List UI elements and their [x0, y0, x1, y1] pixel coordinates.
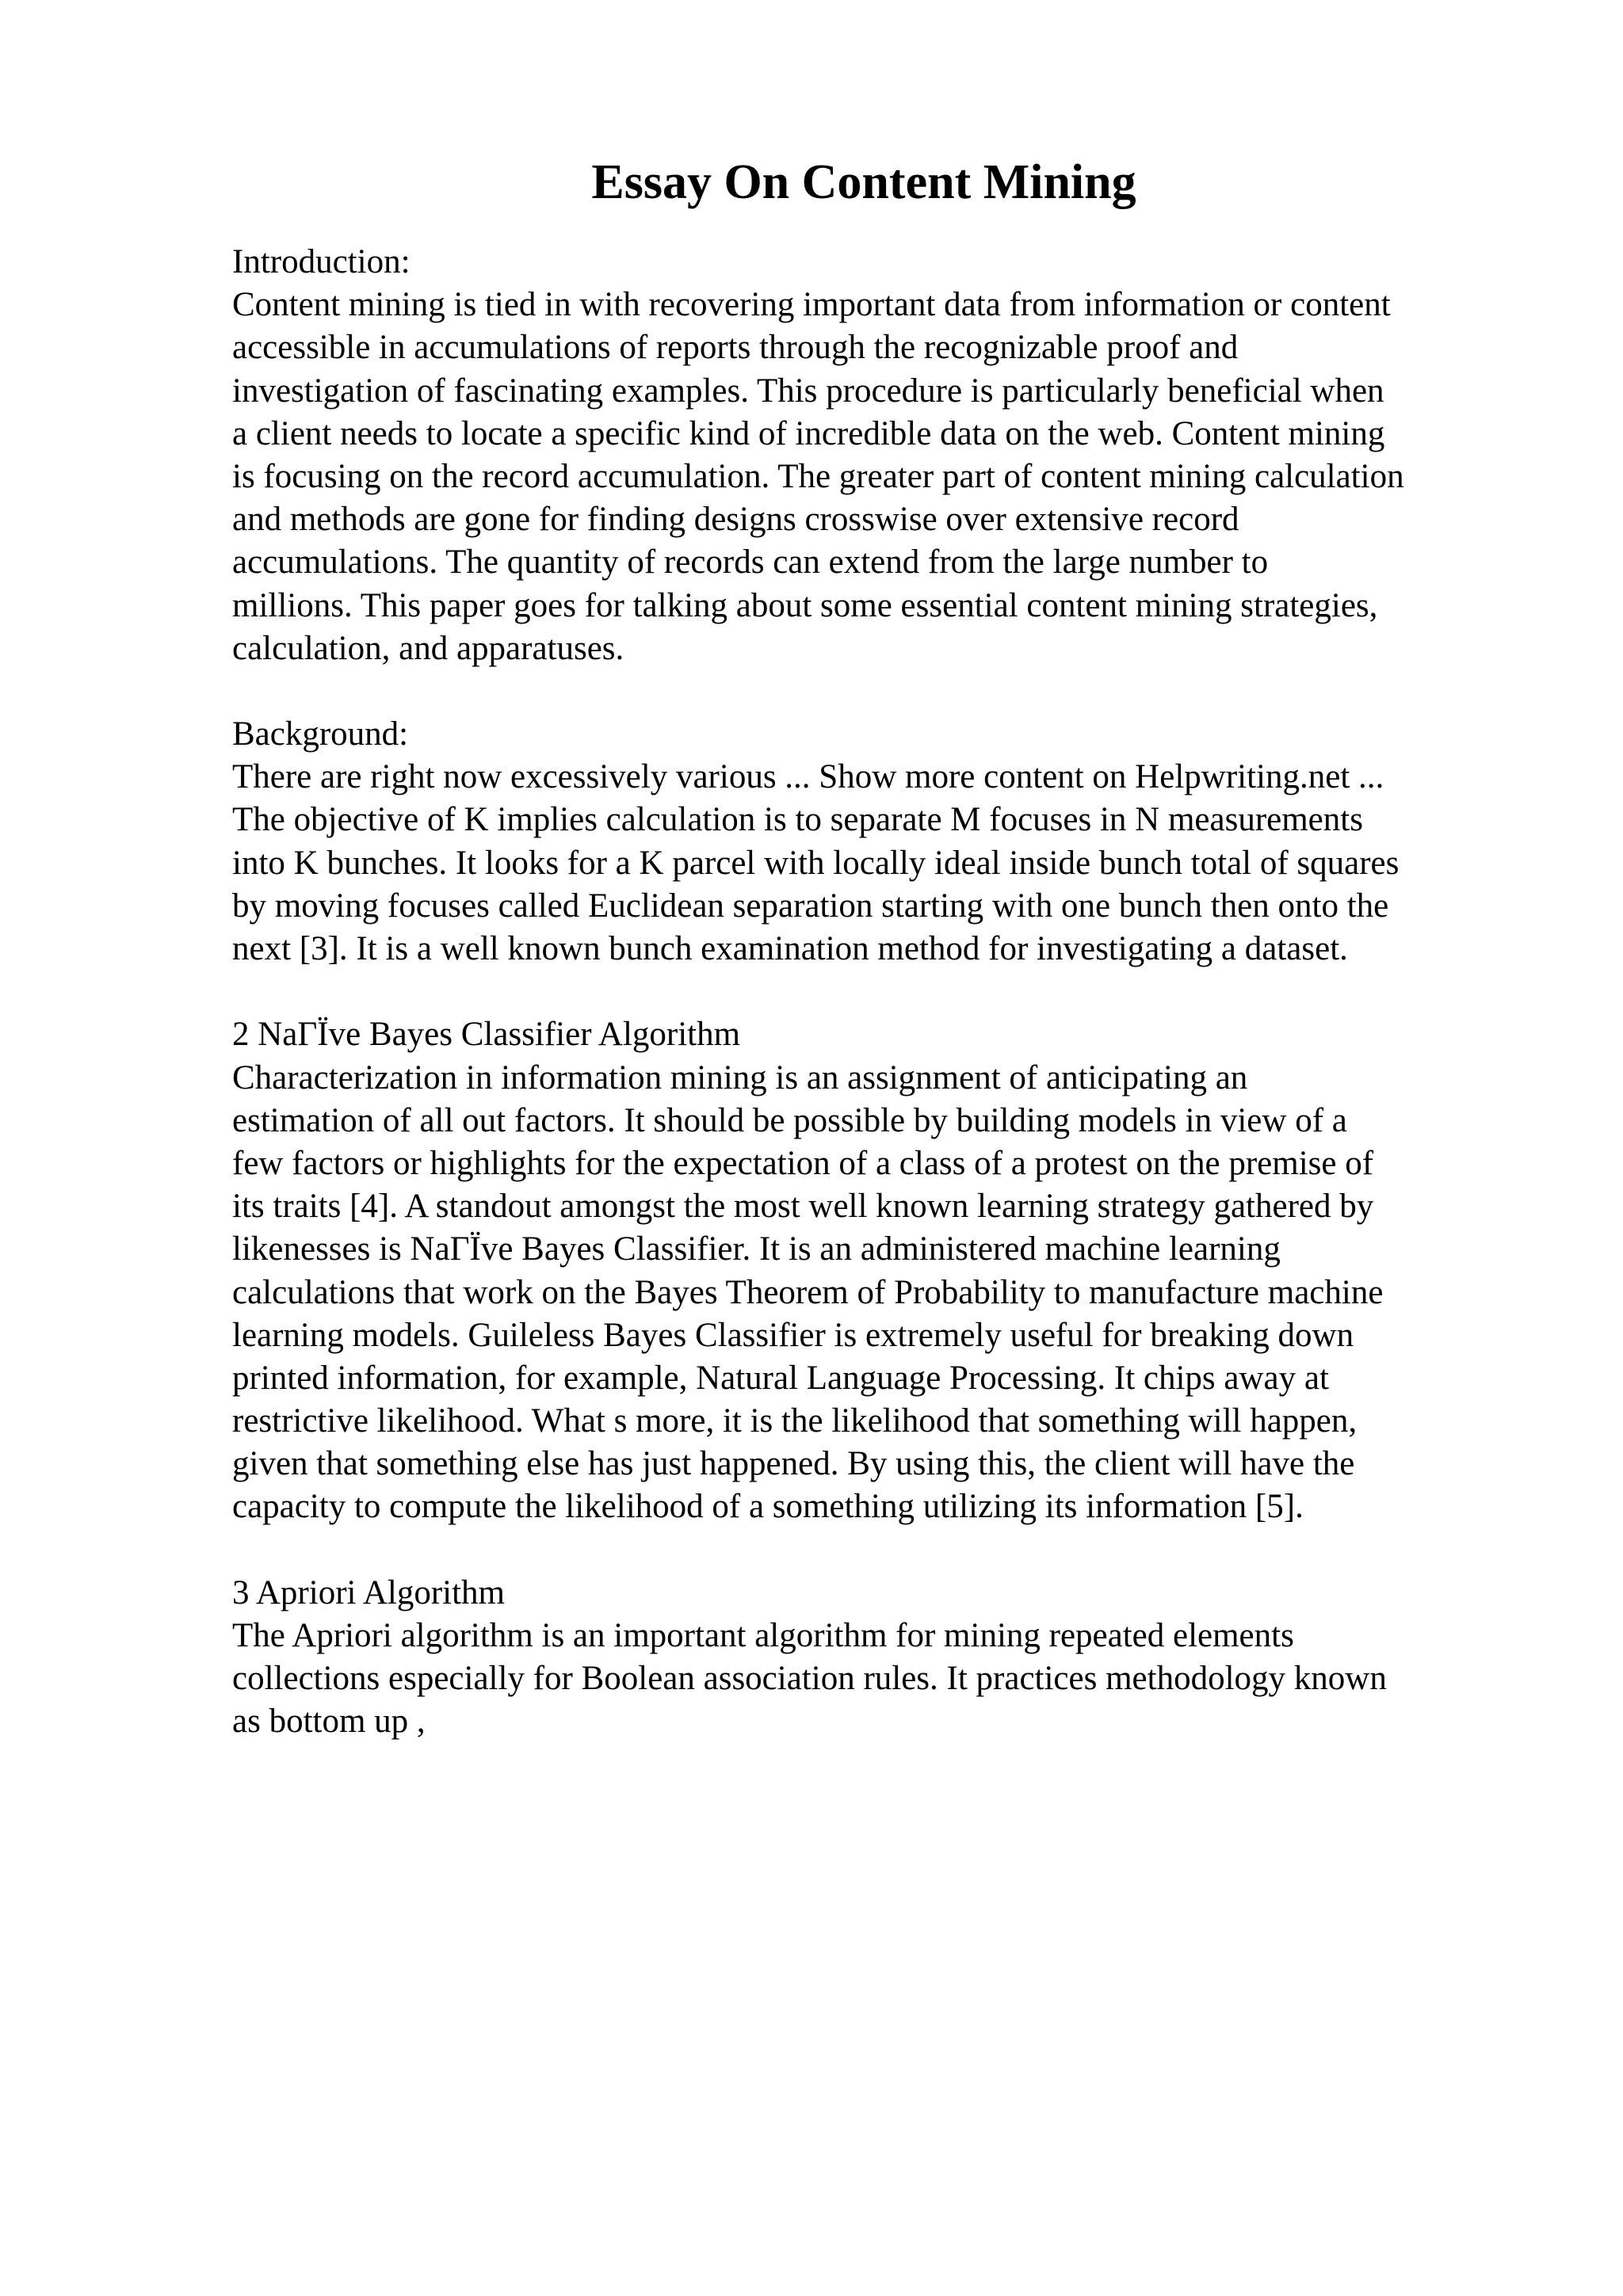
paragraph-line: accessible in accumulations of reports through the recognizable proof and	[232, 329, 1239, 367]
paragraph-line: Content mining is tied in with recovering important data from information or content	[232, 286, 1391, 324]
paragraph-line: given that something else has just happened. By using this, the client will have the	[232, 1445, 1355, 1483]
paragraph-line: into K bunches. It looks for a K parcel with locally ideal inside bunch total of squares	[232, 844, 1400, 882]
document-title: Essay On Content Mining	[591, 155, 1136, 209]
section-naive-bayes	[232, 1013, 1595, 1528]
section-heading: 3 Apriori Algorithm	[232, 1573, 505, 1611]
paragraph-line: likenesses is NaΓÏve Bayes Classifier. It is an administered machine learning	[232, 1230, 1281, 1268]
paragraph-line: next [3]. It is a well known bunch examination method for investigating a dataset.	[232, 930, 1348, 967]
section-apriori	[232, 1572, 1595, 1744]
paragraph-line: few factors or highlights for the expectation of a class of a protest on the premise of	[232, 1144, 1374, 1182]
paragraph-line: The objective of K implies calculation is to separate M focuses in N measurements	[232, 801, 1363, 839]
paragraph-line: and methods are gone for finding designs crosswise over extensive record	[232, 501, 1239, 539]
paragraph-line: estimation of all out factors. It should be possible by building models in view of a	[232, 1101, 1347, 1139]
paragraph-line: learning models. Guileless Bayes Classifier is extremely useful for breaking down	[232, 1316, 1354, 1354]
paragraph-line: millions. This paper goes for talking about some essential content mining strategies,	[232, 586, 1378, 624]
paragraph-line: as bottom up ,	[232, 1703, 426, 1741]
section-introduction	[232, 241, 1595, 670]
paragraph-line: calculation, and apparatuses.	[232, 629, 624, 667]
paragraph-line: There are right now excessively various ... Show more content on Helpwriting.net ...	[232, 758, 1384, 796]
paragraph-line: printed information, for example, Natural Language Processing. It chips away at	[232, 1359, 1329, 1397]
document-body	[232, 241, 1595, 1787]
paragraph-line: by moving focuses called Euclidean separation starting with one bunch then onto the	[232, 887, 1389, 925]
section-heading: Introduction:	[232, 243, 411, 280]
paragraph-line: The Apriori algorithm is an important algorithm for mining repeated elements	[232, 1617, 1294, 1654]
paragraph-line: investigation of fascinating examples. This procedure is particularly beneficial when	[232, 372, 1384, 410]
paragraph-line: a client needs to locate a specific kind of incredible data on the web. Content mining	[232, 414, 1385, 452]
paragraph-line: its traits [4]. A standout amongst the most well known learning strategy gathered by	[232, 1188, 1374, 1226]
paragraph-line: is focusing on the record accumulation. The greater part of content mining calculation	[232, 457, 1404, 495]
paragraph-line: accumulations. The quantity of records can extend from the large number to	[232, 543, 1269, 582]
paragraph-line: restrictive likelihood. What s more, it is the likelihood that something will happen,	[232, 1402, 1358, 1440]
section-heading: Background:	[232, 715, 409, 753]
paragraph-line: collections especially for Boolean association rules. It practices methodology known	[232, 1660, 1387, 1698]
paragraph-line: calculations that work on the Bayes Theorem of Probability to manufacture machine	[232, 1273, 1384, 1311]
paragraph-line: Characterization in information mining is an assignment of anticipating an	[232, 1058, 1248, 1097]
section-background	[232, 713, 1595, 971]
paragraph-line: capacity to compute the likelihood of a something utilizing its information [5].	[232, 1488, 1304, 1526]
section-heading: 2 NaΓÏve Bayes Classifier Algorithm	[232, 1016, 741, 1054]
